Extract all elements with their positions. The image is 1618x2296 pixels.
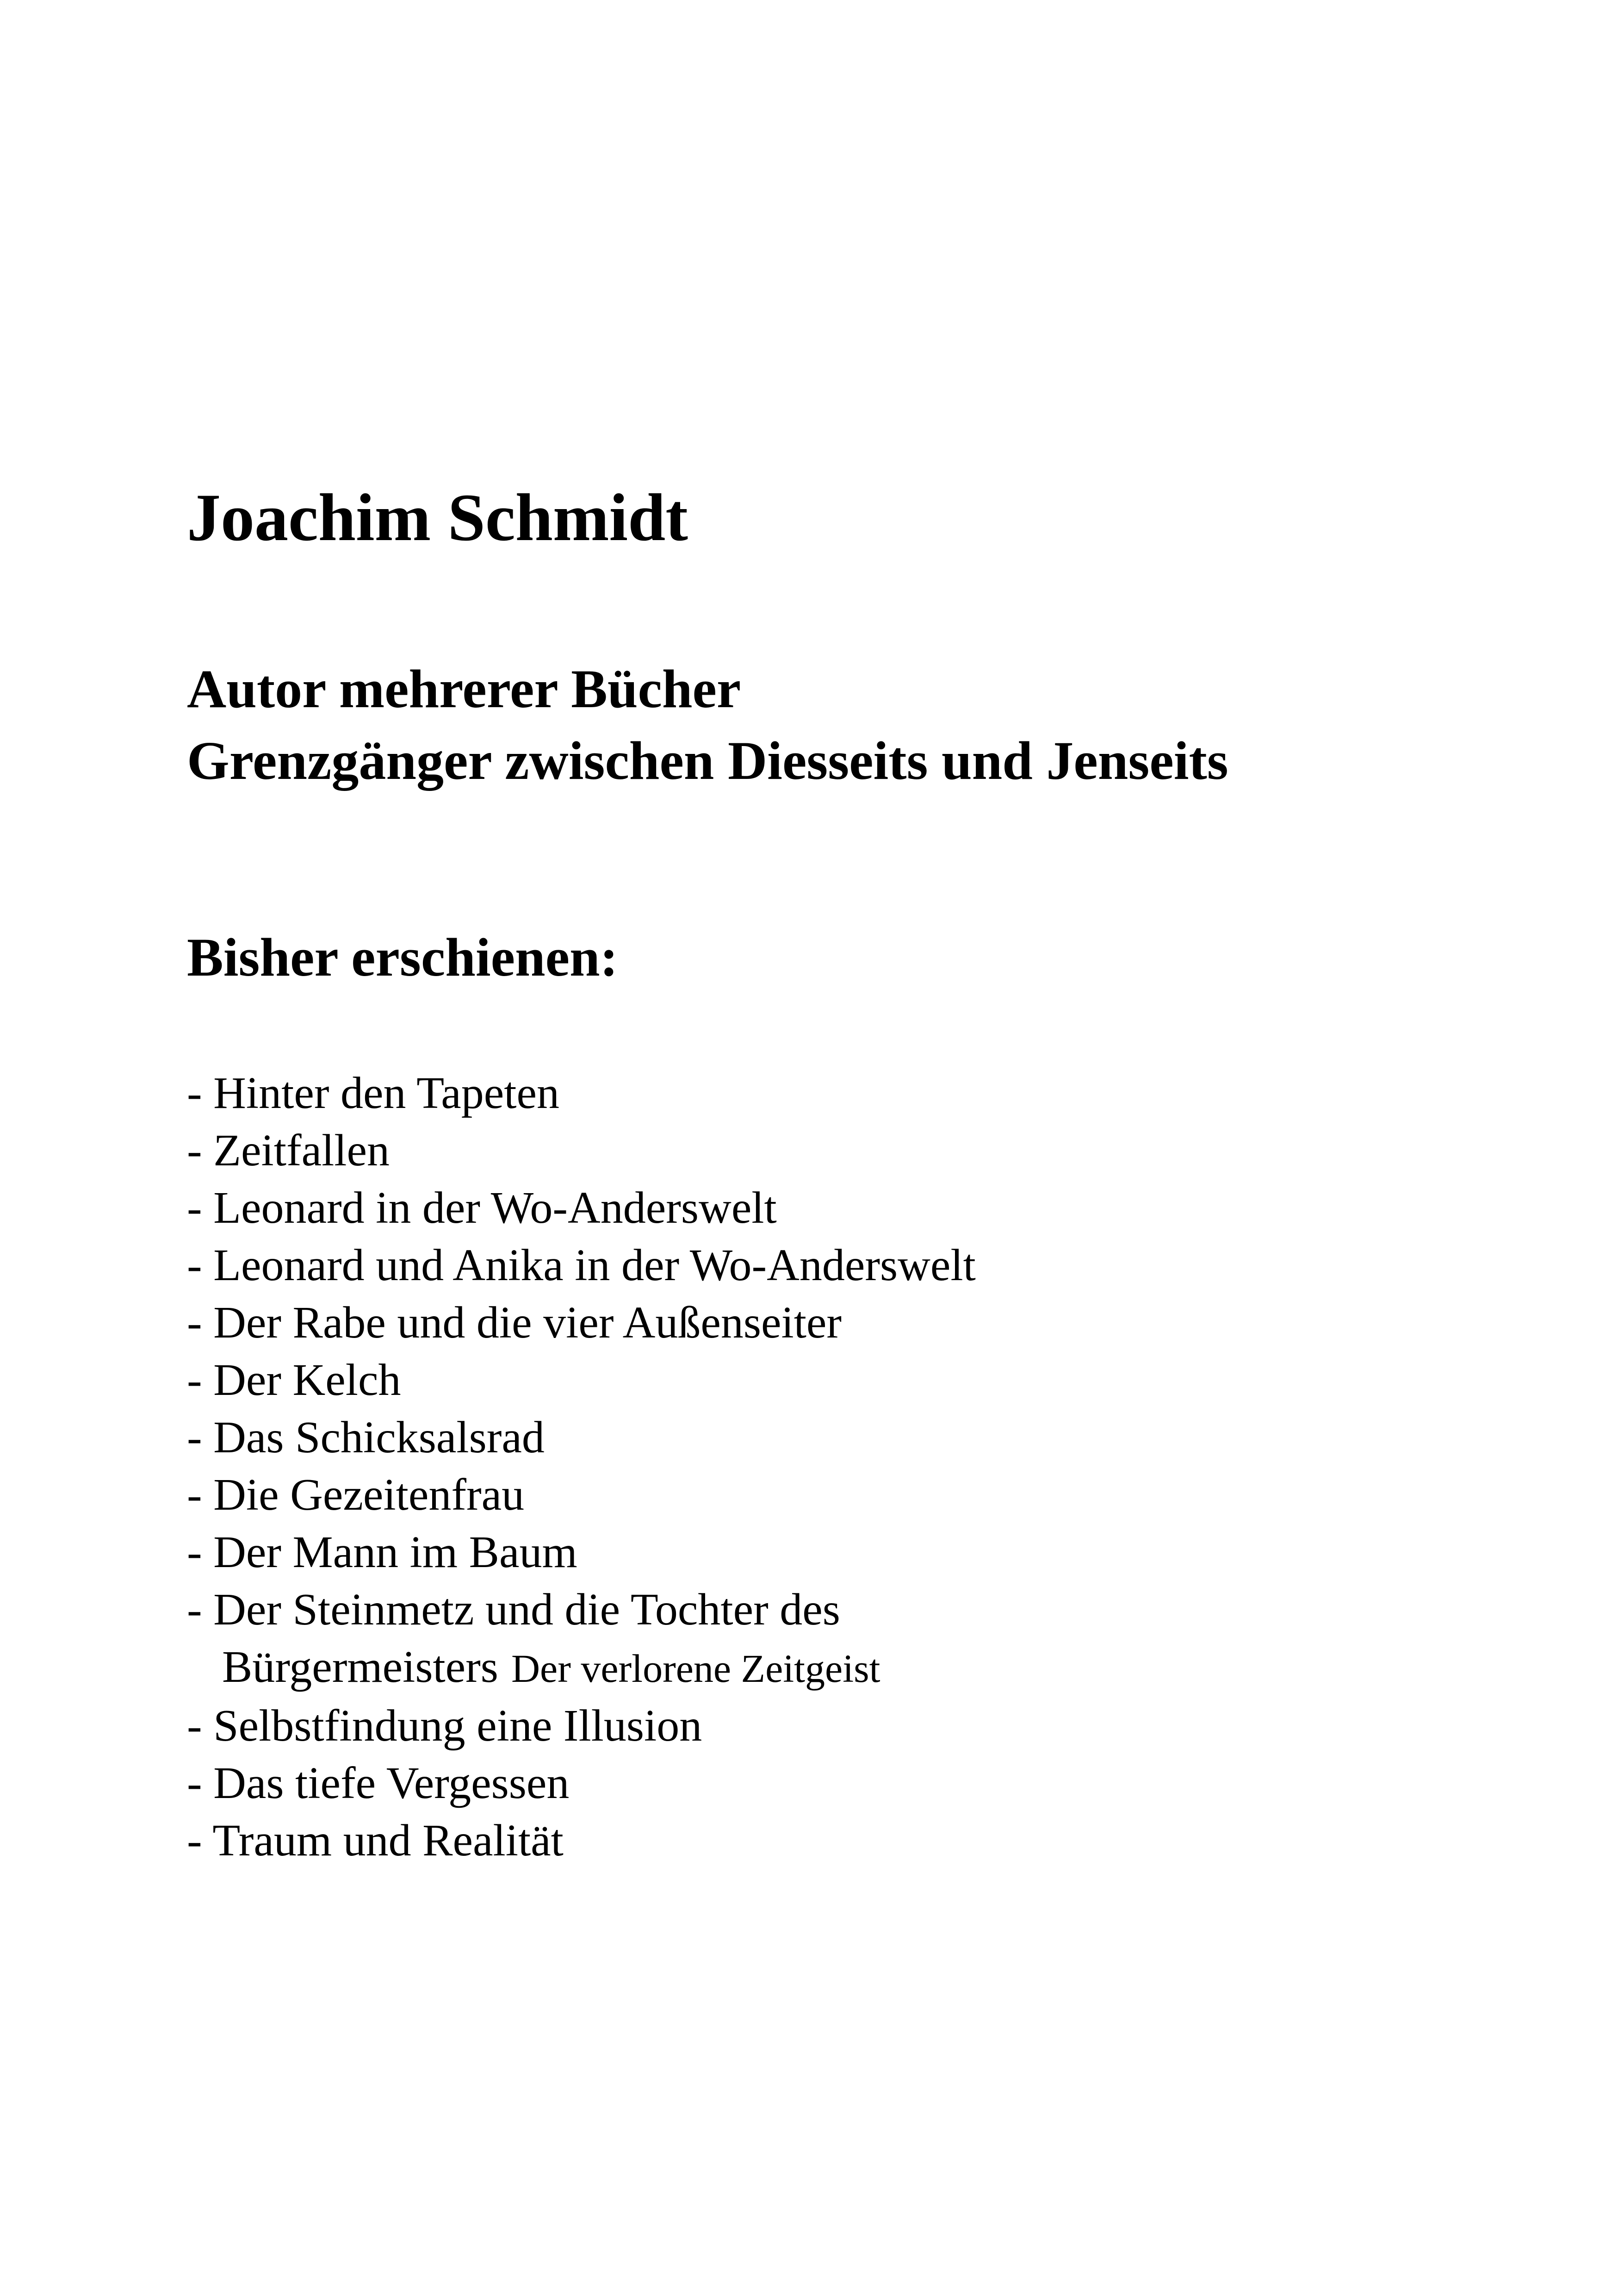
book-item: - Das Schicksalsrad [187, 1412, 545, 1462]
book-item: - Der Kelch [187, 1355, 401, 1405]
book-item: - Hinter den Tapeten [187, 1068, 559, 1118]
bibliography-heading: Bisher erschienen: [187, 927, 618, 988]
book-item: - Die Gezeitenfrau [187, 1470, 525, 1520]
book-item: - Der Mann im Baum [187, 1527, 577, 1577]
book-list [187, 1064, 976, 1869]
book-item: - Zeitfallen [187, 1126, 390, 1176]
book-item: - Das tiefe Vergessen [187, 1758, 570, 1808]
book-item: - Selbstfindung eine Illusion [187, 1701, 702, 1751]
book-item-inline: Der verlorene Zeitgeist [511, 1646, 880, 1691]
book-item-continuation [187, 1638, 976, 1697]
author-description: Grenzgänger zwischen Diesseits und Jenseits [187, 730, 1228, 791]
book-item: - Leonard in der Wo-Anderswelt [187, 1183, 777, 1233]
book-item: - Traum und Realität [187, 1816, 564, 1866]
author-name: Joachim Schmidt [187, 480, 688, 555]
book-title-continuation: Bürgermeisters [222, 1642, 498, 1692]
book-item: - Der Rabe und die vier Außenseiter [187, 1298, 842, 1348]
author-tagline: Autor mehrerer Bücher [187, 659, 741, 719]
book-item: - Der Steinmetz und die Tochter des [187, 1585, 840, 1635]
book-item: - Leonard und Anika in der Wo-Anderswelt [187, 1240, 976, 1290]
